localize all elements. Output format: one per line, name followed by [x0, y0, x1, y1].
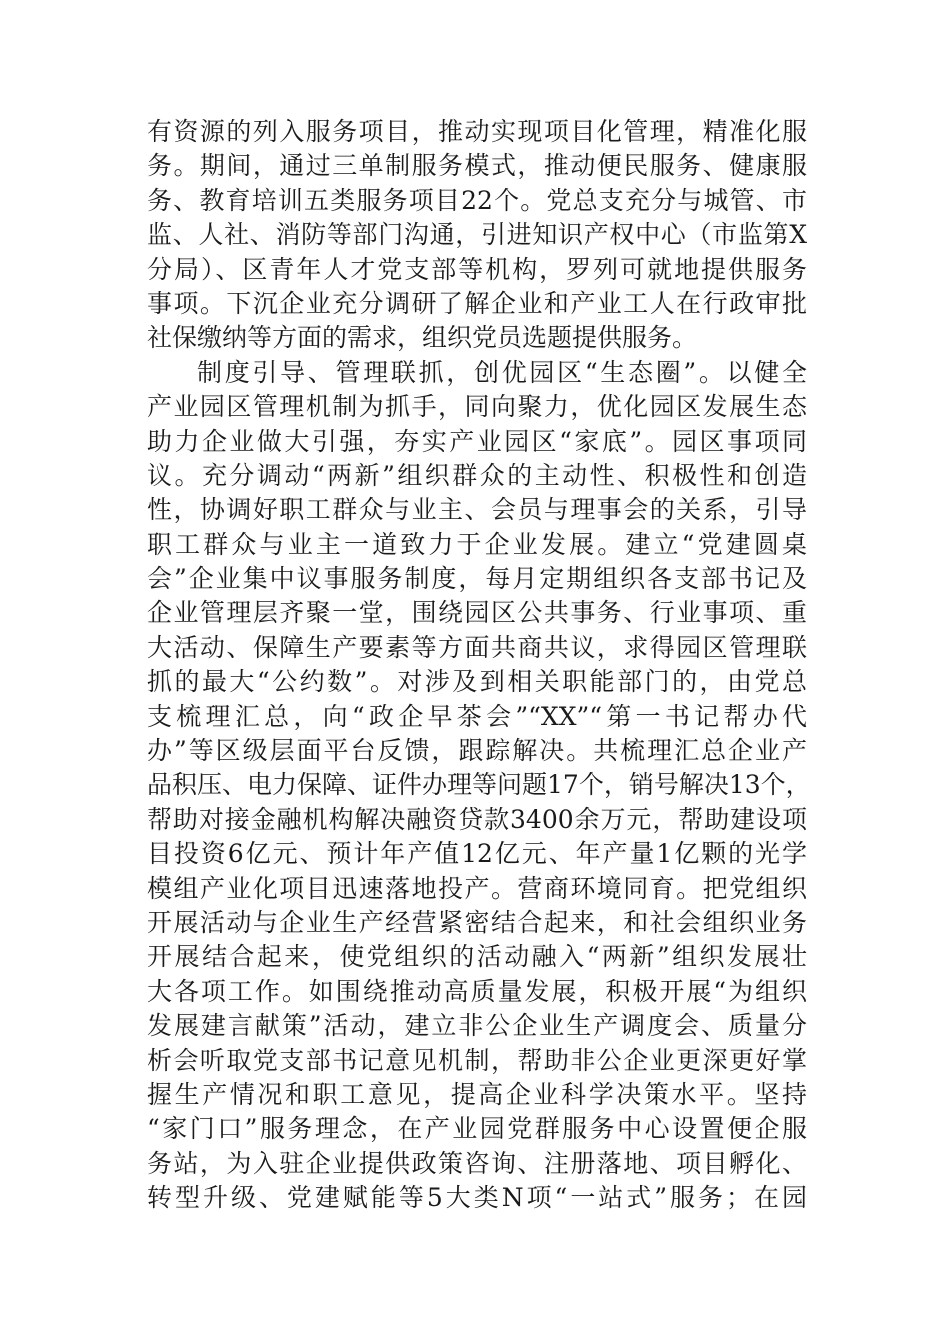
body-text — [147, 115, 811, 1216]
text-line: 目投资6亿元、预计年产值12亿元、年产量1亿颗的光学 — [147, 839, 807, 869]
text-line: 产业园区管理机制为抓手，同向聚力，优化园区发展生态 — [147, 392, 807, 422]
text-line: 支梳理汇总，向“政企早茶会”“XX”“第一书记帮办代 — [147, 701, 807, 731]
text-line: 监、人社、消防等部门沟通，引进知识产权中心（市监第X — [147, 220, 807, 250]
text-line: 抓的最大“公约数”。对涉及到相关职能部门的，由党总 — [147, 667, 807, 697]
text-line: 品积压、电力保障、证件办理等问题17个，销号解决13个， — [147, 770, 811, 800]
text-line: 务站，为入驻企业提供政策咨询、注册落地、项目孵化、 — [147, 1148, 807, 1178]
text-line: 析会听取党支部书记意见机制，帮助非公企业更深更好掌 — [147, 1045, 807, 1075]
text-line: 大各项工作。如围绕推动高质量发展，积极开展“为组织 — [147, 976, 807, 1006]
text-line: 开展结合起来，使党组织的活动融入“两新”组织发展壮 — [147, 942, 807, 972]
text-line: 大活动、保障生产要素等方面共商共议，求得园区管理联 — [147, 632, 807, 662]
text-line: 模组产业化项目迅速落地投产。营商环境同育。把党组织 — [147, 873, 807, 903]
text-line: 事项。下沉企业充分调研了解企业和产业工人在行政审批 — [147, 288, 807, 318]
text-line: 议。充分调动“两新”组织群众的主动性、积极性和创造 — [147, 460, 807, 490]
text-line: 转型升级、党建赋能等5大类N项“一站式”服务；在园 — [147, 1183, 807, 1213]
text-line: 分局）、区青年人才党支部等机构，罗列可就地提供服务 — [147, 254, 807, 284]
text-line: 帮助对接金融机构解决融资贷款3400余万元，帮助建设项 — [147, 804, 807, 834]
text-line: 企业管理层齐聚一堂，围绕园区公共事务、行业事项、重 — [147, 598, 807, 628]
text-line: 会”企业集中议事服务制度，每月定期组织各支部书记及 — [147, 564, 807, 594]
text-line: 职工群众与业主一道致力于企业发展。建立“党建圆桌 — [147, 529, 807, 559]
text-line: 办”等区级层面平台反馈，跟踪解决。共梳理汇总企业产 — [147, 736, 807, 766]
text-line: 开展活动与企业生产经营紧密结合起来，和社会组织业务 — [147, 907, 807, 937]
text-line: 握生产情况和职工意见，提高企业科学决策水平。坚持 — [147, 1079, 807, 1109]
text-line: 性，协调好职工群众与业主、会员与理事会的关系，引导 — [147, 495, 807, 525]
text-line: 制度引导、管理联抓，创优园区“生态圈”。以健全 — [197, 357, 807, 387]
text-line: 助力企业做大引强，夯实产业园区“家底”。园区事项同 — [147, 426, 807, 456]
text-line: 有资源的列入服务项目，推动实现项目化管理，精准化服 — [147, 117, 807, 146]
text-line: 社保缴纳等方面的需求，组织党员选题提供服务。 — [147, 323, 698, 353]
text-line: “家门口”服务理念，在产业园党群服务中心设置便企服 — [147, 1114, 807, 1144]
text-line: 发展建言献策”活动，建立非公企业生产调度会、质量分 — [147, 1011, 807, 1041]
text-line: 务、教育培训五类服务项目22个。党总支充分与城管、市 — [147, 185, 807, 215]
paragraph-services — [147, 115, 807, 356]
text-line: 务。期间，通过三单制服务模式，推动便民服务、健康服 — [147, 151, 807, 181]
paragraph-management — [147, 356, 811, 1216]
